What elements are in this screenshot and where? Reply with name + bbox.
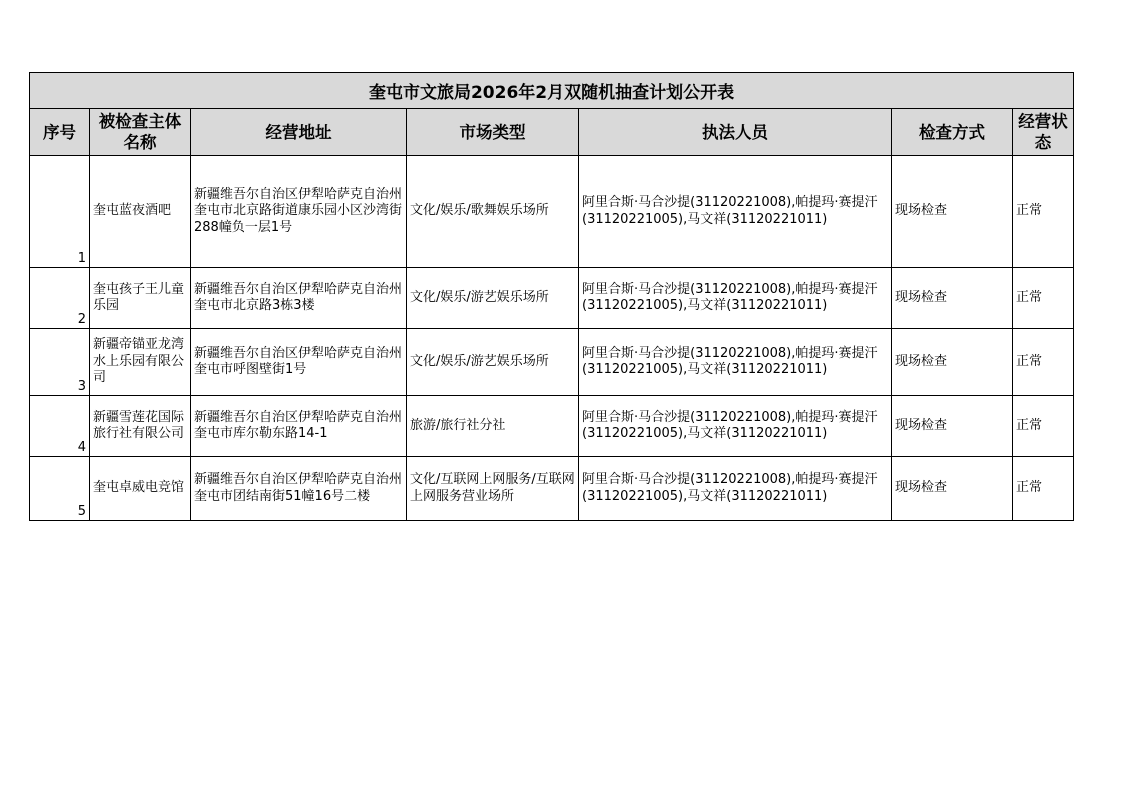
row-status: 正常 xyxy=(1013,396,1074,457)
row-entity: 奎屯卓威电竞馆 xyxy=(90,457,191,521)
row-status: 正常 xyxy=(1013,329,1074,396)
row-method: 现场检查 xyxy=(892,396,1013,457)
table-row xyxy=(30,396,1074,457)
row-status: 正常 xyxy=(1013,156,1074,268)
row-market-type: 文化/娱乐/游艺娱乐场所 xyxy=(407,329,579,396)
row-entity: 奎屯孩子王儿童乐园 xyxy=(90,268,191,329)
row-address: 新疆维吾尔自治区伊犁哈萨克自治州奎屯市团结南街51幢16号二楼 xyxy=(191,457,407,521)
header-status: 经营状态 xyxy=(1013,109,1074,156)
row-market-type: 文化/娱乐/游艺娱乐场所 xyxy=(407,268,579,329)
header-method: 检查方式 xyxy=(892,109,1013,156)
row-address: 新疆维吾尔自治区伊犁哈萨克自治州奎屯市北京路3栋3楼 xyxy=(191,268,407,329)
row-officers: 阿里合斯·马合沙提(31120221008),帕提玛·赛提汗(31120221005),马文祥(31120221011) xyxy=(579,268,892,329)
table-row xyxy=(30,156,1074,268)
row-index: 1 xyxy=(30,156,90,268)
row-officers: 阿里合斯·马合沙提(31120221008),帕提玛·赛提汗(31120221005),马文祥(31120221011) xyxy=(579,156,892,268)
header-market-type: 市场类型 xyxy=(407,109,579,156)
row-index: 2 xyxy=(30,268,90,329)
row-address: 新疆维吾尔自治区伊犁哈萨克自治州奎屯市北京路街道康乐园小区沙湾街288幢负一层1号 xyxy=(191,156,407,268)
row-officers: 阿里合斯·马合沙提(31120221008),帕提玛·赛提汗(31120221005),马文祥(31120221011) xyxy=(579,329,892,396)
inspection-plan-table xyxy=(29,72,1074,521)
header-row xyxy=(30,109,1074,156)
header-index: 序号 xyxy=(30,109,90,156)
row-entity: 新疆帝锚亚龙湾水上乐园有限公司 xyxy=(90,329,191,396)
row-entity: 奎屯蓝夜酒吧 xyxy=(90,156,191,268)
title-row xyxy=(30,73,1074,109)
row-index: 5 xyxy=(30,457,90,521)
row-method: 现场检查 xyxy=(892,457,1013,521)
table-row xyxy=(30,268,1074,329)
header-address: 经营地址 xyxy=(191,109,407,156)
row-address: 新疆维吾尔自治区伊犁哈萨克自治州奎屯市呼图壁街1号 xyxy=(191,329,407,396)
row-entity: 新疆雪莲花国际旅行社有限公司 xyxy=(90,396,191,457)
table-row xyxy=(30,329,1074,396)
row-status: 正常 xyxy=(1013,457,1074,521)
row-method: 现场检查 xyxy=(892,156,1013,268)
header-officers: 执法人员 xyxy=(579,109,892,156)
row-address: 新疆维吾尔自治区伊犁哈萨克自治州奎屯市库尔勒东路14-1 xyxy=(191,396,407,457)
table-title: 奎屯市文旅局2026年2月双随机抽查计划公开表 xyxy=(30,73,1074,109)
table-row xyxy=(30,457,1074,521)
row-method: 现场检查 xyxy=(892,268,1013,329)
row-market-type: 文化/娱乐/歌舞娱乐场所 xyxy=(407,156,579,268)
row-index: 4 xyxy=(30,396,90,457)
row-market-type: 旅游/旅行社分社 xyxy=(407,396,579,457)
row-officers: 阿里合斯·马合沙提(31120221008),帕提玛·赛提汗(31120221005),马文祥(31120221011) xyxy=(579,396,892,457)
row-status: 正常 xyxy=(1013,268,1074,329)
header-entity: 被检查主体名称 xyxy=(90,109,191,156)
row-index: 3 xyxy=(30,329,90,396)
row-market-type: 文化/互联网上网服务/互联网上网服务营业场所 xyxy=(407,457,579,521)
row-method: 现场检查 xyxy=(892,329,1013,396)
row-officers: 阿里合斯·马合沙提(31120221008),帕提玛·赛提汗(31120221005),马文祥(31120221011) xyxy=(579,457,892,521)
